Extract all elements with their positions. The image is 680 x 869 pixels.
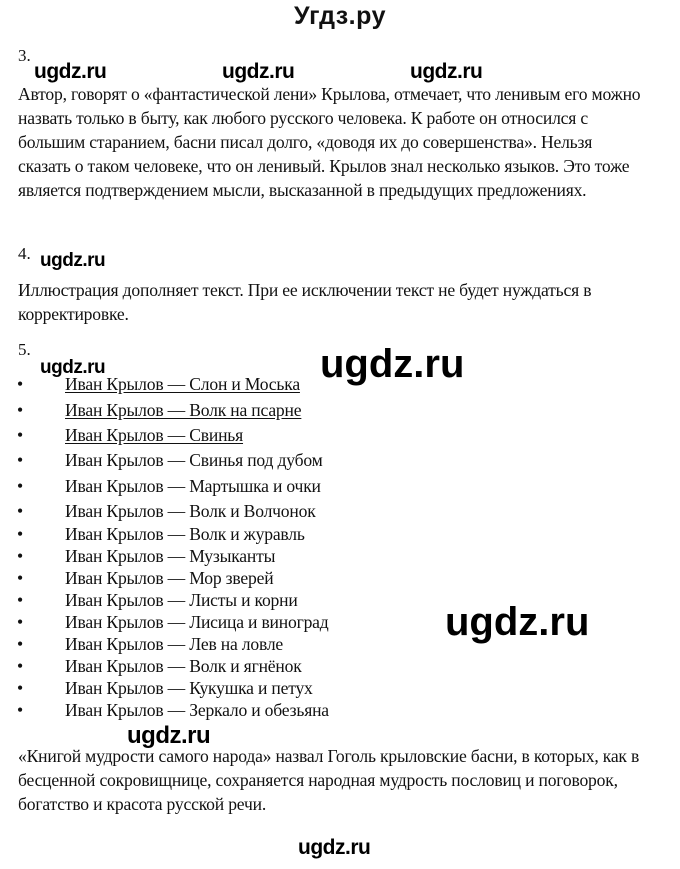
fable-title: Иван Крылов — Зеркало и обезьяна — [65, 700, 329, 720]
bullet-icon: • — [17, 678, 23, 698]
list-item[interactable] — [0, 400, 329, 425]
bullet-icon: • — [17, 476, 23, 496]
answer-paragraph-4: Иллюстрация дополняет текст. При ее исключении текст не будет нуждаться в корректировке. — [18, 280, 592, 324]
bullet-icon: • — [17, 400, 23, 420]
bullet-icon: • — [17, 634, 23, 654]
fable-title: Иван Крылов — Свинья под дубом — [65, 450, 323, 470]
fable-title: Иван Крылов — Музыканты — [65, 546, 276, 566]
bullet-icon: • — [17, 546, 23, 566]
list-item — [0, 450, 329, 476]
list-item — [0, 656, 329, 678]
list-item — [0, 568, 329, 590]
section-number-4: 4. — [18, 244, 31, 263]
list-item — [0, 546, 329, 568]
bullet-icon: • — [17, 656, 23, 676]
fable-title: Иван Крылов — Листы и корни — [65, 590, 298, 610]
bullet-icon: • — [17, 590, 23, 610]
list-item — [0, 476, 329, 501]
page-title: Угдз.ру — [294, 2, 386, 30]
fable-link[interactable]: Иван Крылов — Волк на псарне — [65, 400, 302, 420]
fable-title: Иван Крылов — Лисица и виноград — [65, 612, 329, 632]
bullet-icon: • — [17, 612, 23, 632]
bullet-icon: • — [17, 425, 23, 445]
bullet-icon: • — [17, 450, 23, 470]
list-item — [0, 634, 329, 656]
bullet-icon: • — [17, 374, 23, 394]
fable-link[interactable]: Иван Крылов — Слон и Моська — [65, 374, 300, 394]
fable-title: Иван Крылов — Кукушка и петух — [65, 678, 313, 698]
list-item — [0, 501, 329, 524]
footer-watermark: ugdz.ru — [298, 836, 371, 859]
watermark: ugdz.ru — [40, 357, 106, 378]
list-item[interactable] — [0, 425, 329, 450]
fables-list — [0, 374, 329, 722]
bullet-icon: • — [17, 501, 23, 521]
watermark: ugdz.ru — [445, 600, 590, 644]
list-item — [0, 590, 329, 612]
answer-paragraph-3: Автор, говорят о «фантастической лени» Крылова, отмечает, что ленивым его можно назвать только в быту, как любого русского человека. К работе он относился с большим старанием, басни писал долго, «доводя их до совершенства». Нельзя сказать о таком человеке, что он ленивый. Крылов знал несколько языков. Это тоже является подтверждением мысли, высказанной в предыдущих предложениях. — [18, 84, 641, 200]
fable-title: Иван Крылов — Лев на ловле — [65, 634, 284, 654]
watermark: ugdz.ru — [127, 722, 211, 749]
section-number-5: 5. — [18, 340, 31, 359]
bullet-icon: • — [17, 524, 23, 544]
list-item — [0, 612, 329, 634]
list-item — [0, 524, 329, 546]
fable-title: Иван Крылов — Волк и журавль — [65, 524, 305, 544]
list-item — [0, 700, 329, 722]
section-number-3: 3. — [18, 46, 31, 65]
answer-paragraph-5: «Книгой мудрости самого народа» назвал Гоголь крыловские басни, в которых, как в бесценной сокровищнице, сохраняется народная мудрость пословиц и поговорок, богатство и красота русской речи. — [18, 746, 640, 814]
bullet-icon: • — [17, 568, 23, 588]
watermark: ugdz.ru — [40, 250, 106, 271]
watermark: ugdz.ru — [320, 342, 465, 386]
list-item[interactable] — [0, 374, 329, 400]
watermark: ugdz.ru — [222, 60, 295, 83]
fable-link[interactable]: Иван Крылов — Свинья — [65, 425, 244, 445]
bullet-icon: • — [17, 700, 23, 720]
watermark: ugdz.ru — [410, 60, 483, 83]
fable-title: Иван Крылов — Волк и Волчонок — [65, 501, 316, 521]
watermark: ugdz.ru — [34, 60, 107, 83]
fable-title: Иван Крылов — Волк и ягнёнок — [65, 656, 302, 676]
fable-title: Иван Крылов — Мор зверей — [65, 568, 274, 588]
fable-title: Иван Крылов — Мартышка и очки — [65, 476, 321, 496]
list-item — [0, 678, 329, 700]
